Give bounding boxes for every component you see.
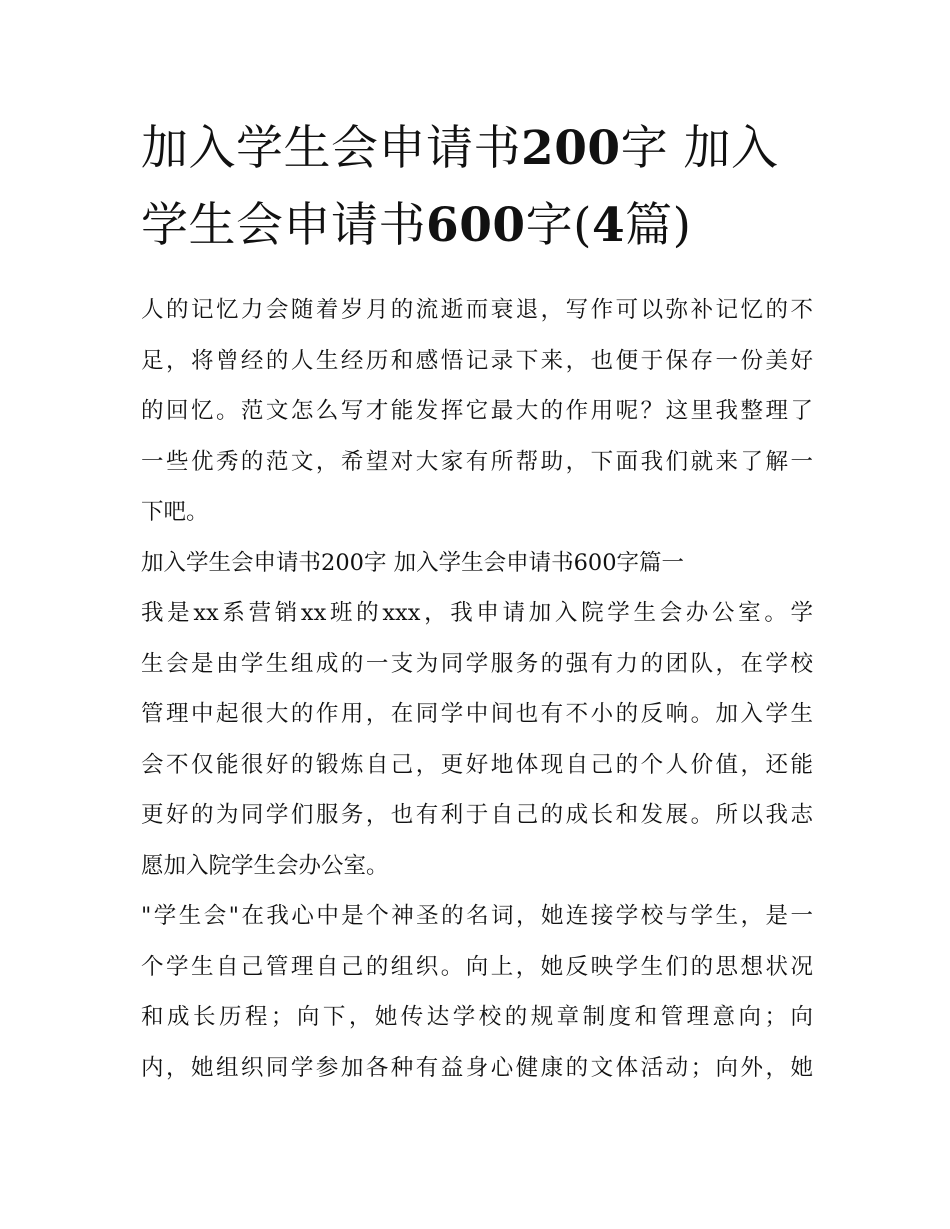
- body-text-line: 个学生自己管理自己的组织。向上，她反映学生们的思想状况: [141, 953, 813, 980]
- body-text-line: 足，将曾经的人生经历和感悟记录下来，也便于保存一份美好: [141, 347, 813, 374]
- body-text-line: 人的记忆力会随着岁月的流逝而衰退，写作可以弥补记忆的不: [141, 297, 813, 323]
- title-line-1: 加入学生会申请书200字 加入: [141, 121, 779, 176]
- body-text-line: 更好的为同学们服务，也有利于自己的成长和发展。所以我志: [141, 802, 813, 828]
- document-body: [141, 285, 813, 1093]
- body-text-line: 会不仅能很好的锻炼自己，更好地体现自己的个人价值，还能: [141, 751, 813, 778]
- body-text-line: 生会是由学生组成的一支为同学服务的强有力的团队，在学校: [141, 650, 813, 677]
- body-text-line: "学生会"在我心中是个神圣的名词，她连接学校与学生，是一: [141, 903, 813, 929]
- document-title: [141, 110, 813, 264]
- body-text-line: 一些优秀的范文，希望对大家有所帮助，下面我们就来了解一: [141, 448, 813, 475]
- document-page: [141, 110, 813, 1093]
- body-text-line: 和成长历程；向下，她传达学校的规章制度和管理意向；向: [141, 1004, 813, 1030]
- body-text-line: 的回忆。范文怎么写才能发挥它最大的作用呢？这里我整理了: [141, 398, 813, 424]
- body-text-line: 管理中起很大的作用，在同学中间也有不小的反响。加入学生: [141, 701, 813, 727]
- body-text-line: 下吧。: [141, 499, 209, 525]
- title-line-2: 学生会申请书600字(4篇): [141, 198, 692, 253]
- body-text-line: 内，她组织同学参加各种有益身心健康的文体活动；向外，她: [141, 1054, 813, 1081]
- body-text-line: 加入学生会申请书200字 加入学生会申请书600字篇一: [141, 549, 685, 576]
- body-text-line: 我是xx系营销xx班的xxx，我申请加入院学生会办公室。学: [141, 600, 813, 626]
- body-text-line: 愿加入院学生会办公室。: [141, 852, 389, 879]
